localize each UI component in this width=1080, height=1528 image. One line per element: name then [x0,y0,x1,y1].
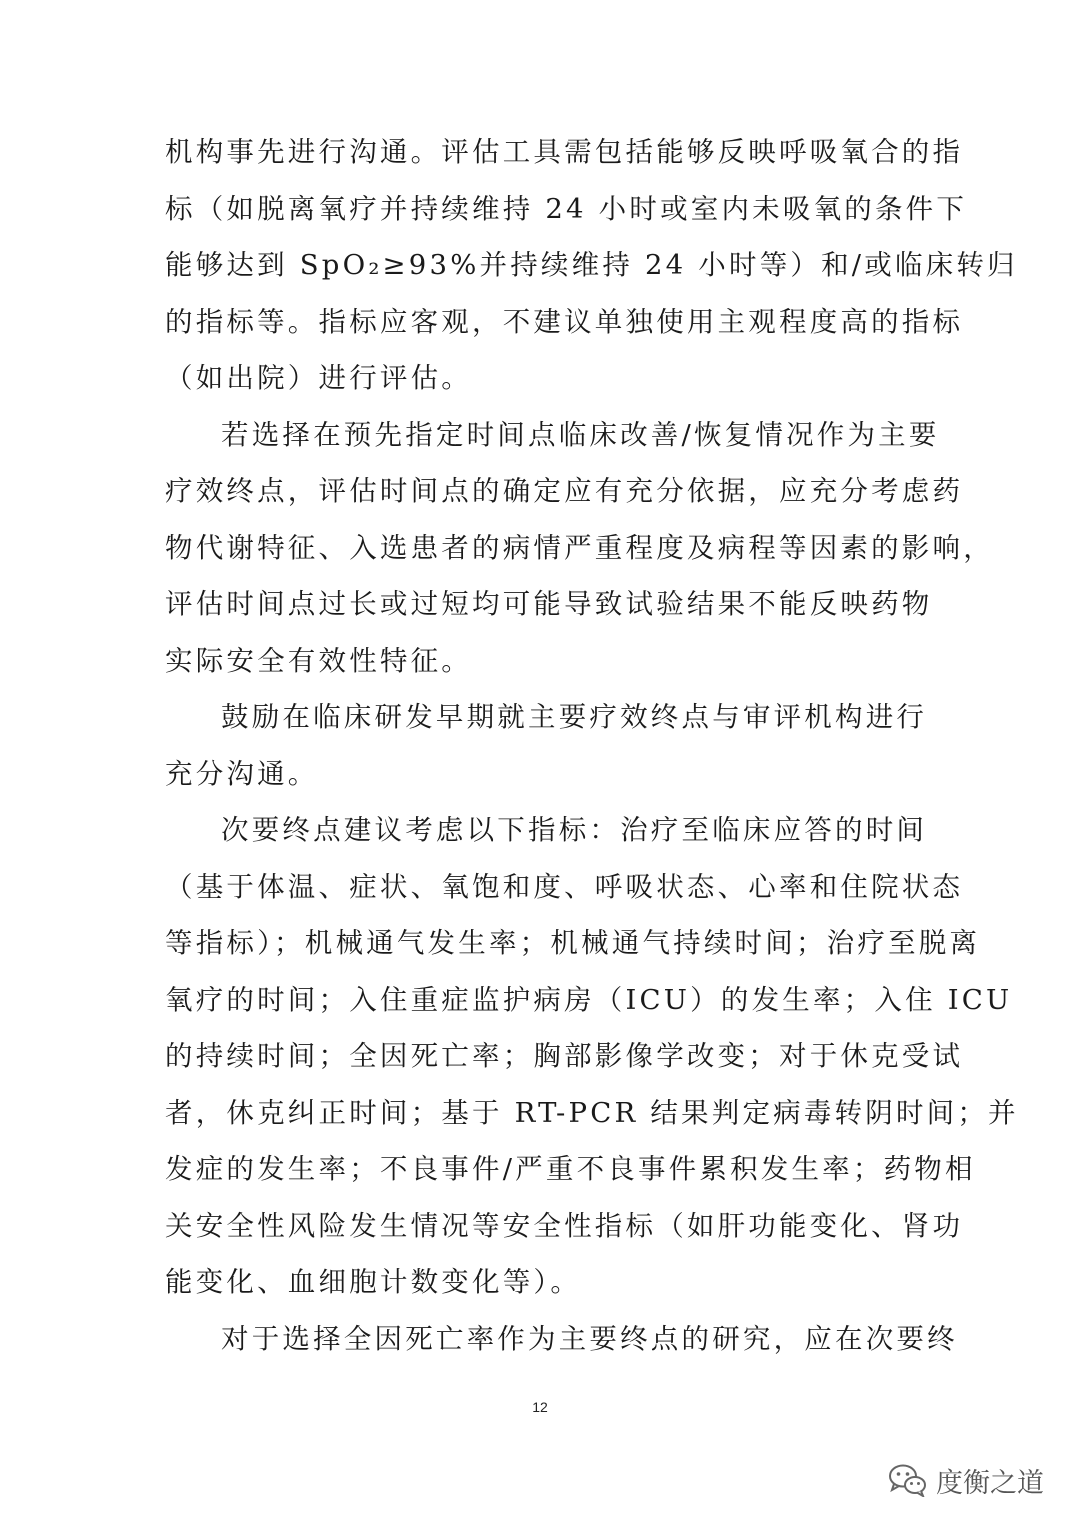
text-line: 者，休克纠正时间；基于 RT-PCR 结果判定病毒转阴时间；并 [165,1096,1019,1129]
text-line: 能够达到 SpO₂≥93%并持续维持 24 小时等）和/或临床转归 [165,249,1018,281]
watermark-text: 度衡之道 [936,1467,1044,1499]
text-line: 评估时间点过长或过短均可能导致试验结果不能反映药物 [165,588,933,620]
text-line: 疗效终点，评估时间点的确定应有充分依据，应充分考虑药 [165,475,964,507]
text-line: 机构事先进行沟通。评估工具需包括能够反映呼吸氧合的指 [165,136,964,168]
paragraph-first-line: 若选择在预先指定时间点临床改善/恢复情况作为主要 [221,418,940,451]
text-line: 能变化、血细胞计数变化等）。 [165,1266,582,1298]
text-line: 氧疗的时间；入住重症监护病房（ICU）的发生率；入住 ICU [165,983,1013,1016]
text-line: 的指标等。指标应客观，不建议单独使用主观程度高的指标 [165,305,964,338]
text-line: 标（如脱离氧疗并持续维持 24 小时或室内未吸氧的条件下 [165,192,968,225]
body-text [165,124,1019,1367]
watermark [888,1458,1044,1502]
paragraph-first-line: 次要终点建议考虑以下指标：治疗至临床应答的时间 [221,814,928,846]
text-line: （如出院）进行评估。 [165,362,472,394]
text-line: 物代谢特征、入选患者的病情严重程度及病程等因素的影响， [165,531,994,564]
wechat-icon [888,1463,928,1497]
text-line: （基于体温、症状、氧饱和度、呼吸状态、心率和住院状态 [165,870,964,903]
text-line: 关安全性风险发生情况等安全性指标（如肝功能变化、肾功 [165,1209,964,1242]
text-line: 充分沟通。 [165,757,319,790]
paragraph-first-line: 对于选择全因死亡率作为主要终点的研究，应在次要终 [221,1322,958,1355]
text-line: 发症的发生率；不良事件/严重不良事件累积发生率；药物相 [165,1153,976,1185]
text-line: 等指标）；机械通气发生率；机械通气持续时间；治疗至脱离 [165,927,981,959]
paragraph-first-line: 鼓励在临床研发早期就主要疗效终点与审评机构进行 [221,701,928,733]
page-number: 12 [532,1399,548,1415]
text-line: 的持续时间；全因死亡率；胸部影像学改变；对于休克受试 [165,1040,964,1072]
text-line: 实际安全有效性特征。 [165,644,472,677]
